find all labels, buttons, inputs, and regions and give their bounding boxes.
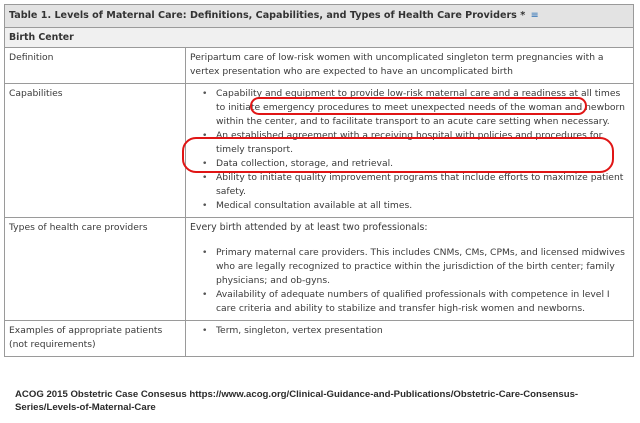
providers-list [190,246,629,316]
capabilities-cell [186,84,634,218]
capabilities-list [190,87,629,213]
list-item: • Ability to initiate quality improvement programs that include efforts to maximize patient safety. [216,171,629,199]
list-item: • Primary maternal care providers. This includes CNMs, CMs, CPMs, and licensed midwives who are legally recognized to practice within the jurisdiction of the birth center; family physicians; and ob-gyns. [216,246,629,288]
list-item: • An established agreement with a receiving hospital with policies and procedures for timely transport. [216,129,629,157]
list-item: • Term, singleton, vertex presentation [216,324,629,338]
list-item [216,87,629,129]
table-row [5,218,633,321]
row-label-definition: Definition [5,48,186,84]
table-row [5,321,633,357]
link-icon[interactable]: ≡ [530,10,539,21]
row-label-providers: Types of health care providers [5,218,186,321]
maternal-care-table [4,4,634,357]
examples-list [190,324,629,338]
row-label-examples: Examples of appropriate patients (not requirements) [5,321,186,357]
capability-text: Capability and equipment to provide low-risk maternal care and a readiness at all times to [216,88,621,113]
table-title-row [5,5,633,28]
row-label-capabilities: Capabilities [5,84,186,218]
levels-grid [5,48,633,356]
citation-footer: ACOG 2015 Obstetric Case Consesus https://www.acog.org/Clinical-Guidance-and-Publications/Obstetric-Care-Consensus-Series/Levels-of-Maternal-Care [15,389,579,413]
table-row [5,84,633,218]
section-heading: Birth Center [5,28,633,48]
capability-text: and newborn within the center, and to facilitate transport to an acute care setting when necessary. [216,102,625,127]
list-item: • Data collection, storage, and retrieval. [216,157,629,171]
highlighted-phrase: initiate emergency procedures to meet unexpected needs of the woman [228,102,562,113]
providers-cell [186,218,634,321]
list-item: • Medical consultation available at all times. [216,199,629,213]
table-row [5,48,633,84]
providers-intro: Every birth attended by at least two professionals: [190,222,428,233]
list-item: • Availability of adequate numbers of qualified professionals with competence in level I care criteria and ability to stabilize and transfer high-risk women and newborns. [216,288,629,316]
definition-text: Peripartum care of low-risk women with uncomplicated singleton term pregnancies with a vertex presentation who are expected to have an uncomplicated birth [186,48,634,84]
examples-cell [186,321,634,357]
table-title: Table 1. Levels of Maternal Care: Definitions, Capabilities, and Types of Health Care Providers * [9,10,526,21]
